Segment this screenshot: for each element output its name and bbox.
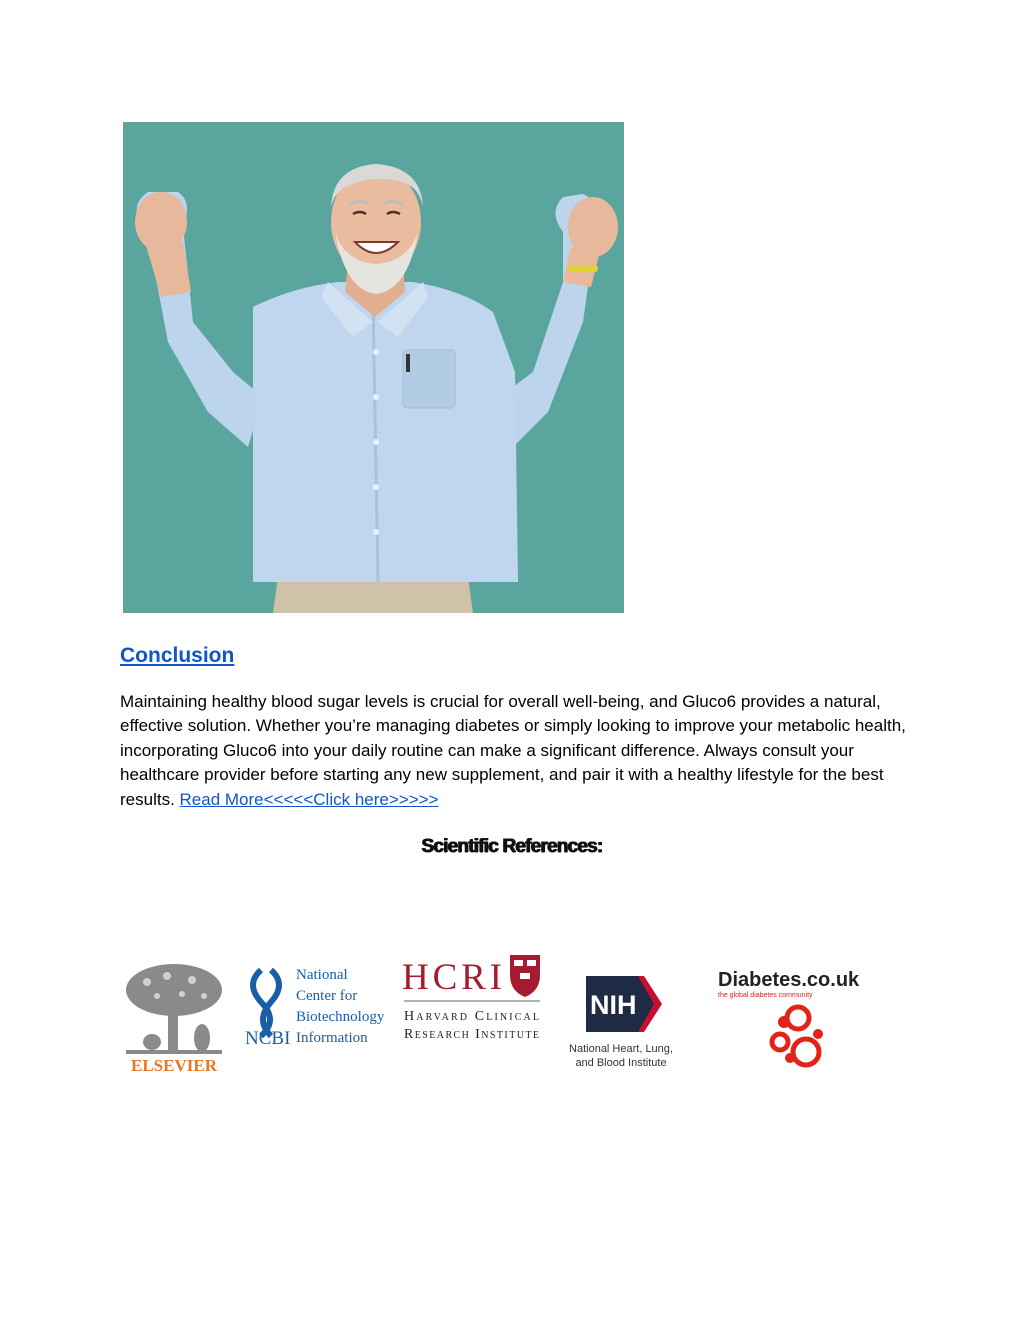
hcri-logo (402, 951, 542, 1051)
nih-line-1: National Heart, Lung, (569, 1043, 673, 1055)
ncbi-abbr: NCBI (245, 1028, 291, 1049)
celebrating-man-photo (123, 122, 624, 613)
hcri-line-2: Research Institute (404, 1027, 539, 1042)
conclusion-paragraph (120, 690, 910, 812)
hcri-abbr: HCRI (402, 957, 502, 998)
nih-abbr: NIH (590, 990, 637, 1020)
ncbi-logo (243, 962, 388, 1074)
celebrating-man-illustration (123, 122, 624, 613)
nih-logo (566, 972, 676, 1072)
scientific-references-title: Scientific References: (421, 836, 603, 857)
ncbi-line-1: National (296, 967, 348, 983)
diabetes-wordmark: Diabetes.co.uk (718, 969, 860, 991)
nih-line-2: and Blood Institute (575, 1057, 667, 1069)
diabetes-co-uk-logo (714, 966, 866, 1074)
diabetes-tagline: the global diabetes community (718, 992, 813, 999)
read-more-link[interactable]: Read More<<<<<Click here>>>>> (179, 789, 439, 809)
ncbi-line-2: Center for (296, 988, 358, 1004)
elsevier-logo (122, 962, 226, 1074)
hcri-line-1: Harvard Clinical (404, 1009, 539, 1024)
conclusion-body-text: Maintaining healthy blood sugar levels is crucial for overall well-being, and Gluco6 provides a natural, effective solution. Whether you’re managing diabetes or simply looking to improve your metabolic health, incorporating Gluco6 into your daily routine can make a significant difference. Always consult your healthcare provider before starting any new supplement, and pair it with a healthy lifestyle for the best results. (120, 692, 906, 809)
elsevier-wordmark: ELSEVIER (131, 1056, 217, 1074)
conclusion-heading[interactable]: Conclusion (120, 644, 235, 667)
ncbi-line-4: Information (296, 1030, 368, 1046)
ncbi-line-3: Biotechnology (296, 1009, 385, 1025)
